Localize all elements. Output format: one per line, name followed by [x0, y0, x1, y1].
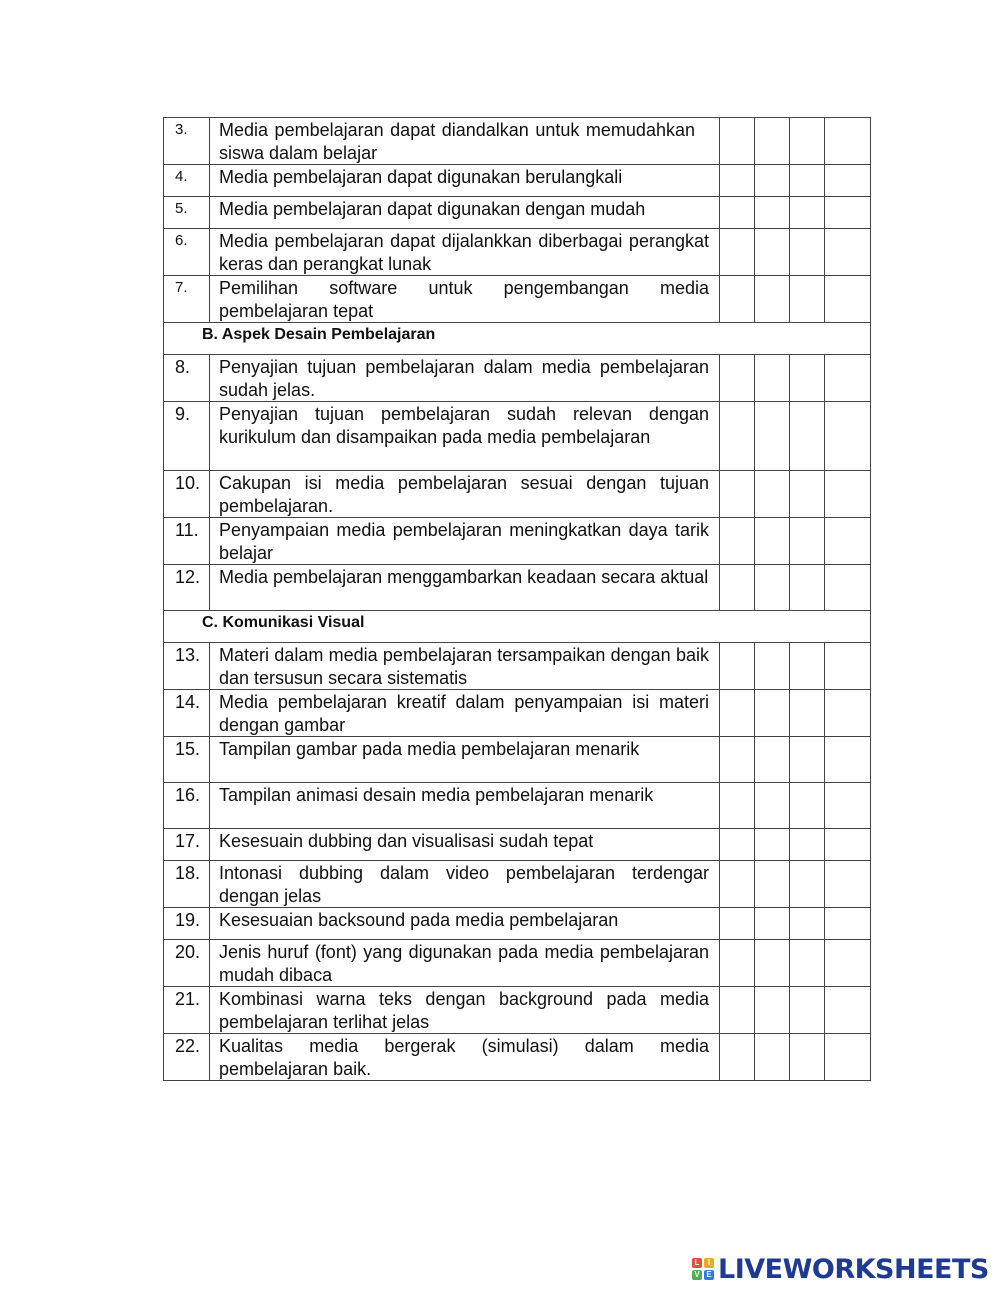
item-number: 12. [164, 565, 210, 611]
item-text: Media pembelajaran dapat digunakan dengan mudah [210, 197, 720, 229]
table-row [164, 229, 871, 276]
table-row [164, 783, 871, 829]
table-row [164, 118, 871, 165]
score-box-3[interactable] [790, 987, 825, 1034]
score-box-1[interactable] [720, 565, 755, 611]
score-box-4[interactable] [825, 355, 871, 402]
score-box-3[interactable] [790, 643, 825, 690]
item-text: Kualitas media bergerak (simulasi) dalam media pembelajaran baik. [210, 1034, 720, 1081]
item-text: Tampilan gambar pada media pembelajaran menarik [210, 737, 720, 783]
score-box-4[interactable] [825, 690, 871, 737]
score-box-1[interactable] [720, 861, 755, 908]
item-number: 5. [164, 197, 210, 229]
item-number: 9. [164, 402, 210, 471]
table-row [164, 861, 871, 908]
score-box-4[interactable] [825, 908, 871, 940]
item-number: 16. [164, 783, 210, 829]
section-header-row [164, 323, 871, 355]
score-box-3[interactable] [790, 165, 825, 197]
score-box-3[interactable] [790, 908, 825, 940]
score-box-2[interactable] [755, 829, 790, 861]
score-box-2[interactable] [755, 276, 790, 323]
score-box-1[interactable] [720, 355, 755, 402]
item-text: Cakupan isi media pembelajaran sesuai dengan tujuan pembelajaran. [210, 471, 720, 518]
table-row [164, 908, 871, 940]
score-box-2[interactable] [755, 861, 790, 908]
score-box-1[interactable] [720, 908, 755, 940]
score-box-1[interactable] [720, 1034, 755, 1081]
table-row [164, 737, 871, 783]
score-box-3[interactable] [790, 118, 825, 165]
item-number: 18. [164, 861, 210, 908]
item-number: 14. [164, 690, 210, 737]
item-number: 20. [164, 940, 210, 987]
score-box-3[interactable] [790, 276, 825, 323]
score-box-3[interactable] [790, 940, 825, 987]
score-box-1[interactable] [720, 118, 755, 165]
score-box-1[interactable] [720, 737, 755, 783]
score-box-2[interactable] [755, 471, 790, 518]
score-box-3[interactable] [790, 229, 825, 276]
score-box-1[interactable] [720, 987, 755, 1034]
liveworksheets-logo [692, 1254, 989, 1284]
table-row [164, 1034, 871, 1081]
assessment-table [163, 117, 871, 1081]
item-text: Tampilan animasi desain media pembelajaran menarik [210, 783, 720, 829]
table-row [164, 643, 871, 690]
score-box-2[interactable] [755, 940, 790, 987]
score-box-1[interactable] [720, 783, 755, 829]
item-text: Kombinasi warna teks dengan background pada media pembelajaran terlihat jelas [210, 987, 720, 1034]
score-box-4[interactable] [825, 471, 871, 518]
score-box-1[interactable] [720, 690, 755, 737]
score-box-3[interactable] [790, 783, 825, 829]
item-number: 19. [164, 908, 210, 940]
item-text: Penyampaian media pembelajaran meningkatkan daya tarik belajar [210, 518, 720, 565]
item-number: 7. [164, 276, 210, 323]
table-row [164, 355, 871, 402]
item-text: Pemilihan software untuk pengembangan media pembelajaran tepat [210, 276, 720, 323]
score-box-4[interactable] [825, 402, 871, 471]
score-box-2[interactable] [755, 987, 790, 1034]
score-box-3[interactable] [790, 471, 825, 518]
item-number: 8. [164, 355, 210, 402]
score-box-1[interactable] [720, 402, 755, 471]
logo-text: LIVEWORKSHEETS [718, 1253, 989, 1285]
item-number: 17. [164, 829, 210, 861]
score-box-3[interactable] [790, 829, 825, 861]
score-box-4[interactable] [825, 829, 871, 861]
score-box-1[interactable] [720, 471, 755, 518]
score-box-3[interactable] [790, 690, 825, 737]
score-box-3[interactable] [790, 565, 825, 611]
score-box-4[interactable] [825, 643, 871, 690]
score-box-2[interactable] [755, 690, 790, 737]
item-number: 6. [164, 229, 210, 276]
table-row [164, 518, 871, 565]
item-text: Media pembelajaran dapat digunakan berulangkali [210, 165, 720, 197]
score-box-3[interactable] [790, 737, 825, 783]
score-box-4[interactable] [825, 737, 871, 783]
item-number: 13. [164, 643, 210, 690]
item-text: Penyajian tujuan pembelajaran dalam media pembelajaran sudah jelas. [210, 355, 720, 402]
item-text: Media pembelajaran dapat diandalkan untuk memudahkan siswa dalam belajar [210, 118, 720, 165]
score-box-2[interactable] [755, 783, 790, 829]
score-box-4[interactable] [825, 197, 871, 229]
score-box-2[interactable] [755, 118, 790, 165]
score-box-1[interactable] [720, 518, 755, 565]
table-row [164, 276, 871, 323]
score-box-2[interactable] [755, 737, 790, 783]
table-row [164, 940, 871, 987]
score-box-2[interactable] [755, 908, 790, 940]
score-box-2[interactable] [755, 402, 790, 471]
score-box-3[interactable] [790, 355, 825, 402]
score-box-4[interactable] [825, 940, 871, 987]
score-box-3[interactable] [790, 197, 825, 229]
score-box-1[interactable] [720, 940, 755, 987]
score-box-2[interactable] [755, 518, 790, 565]
score-box-1[interactable] [720, 829, 755, 861]
logo-tile-i: I [704, 1258, 714, 1268]
section-header-row [164, 611, 871, 643]
table-row [164, 165, 871, 197]
score-box-4[interactable] [825, 565, 871, 611]
section-title-komunikasi: C. Komunikasi Visual [164, 611, 871, 643]
score-box-4[interactable] [825, 165, 871, 197]
score-box-4[interactable] [825, 987, 871, 1034]
score-box-4[interactable] [825, 518, 871, 565]
score-box-3[interactable] [790, 518, 825, 565]
item-text: Kesesuain dubbing dan visualisasi sudah tepat [210, 829, 720, 861]
table-row [164, 197, 871, 229]
score-box-4[interactable] [825, 276, 871, 323]
score-box-1[interactable] [720, 165, 755, 197]
score-box-1[interactable] [720, 229, 755, 276]
table-row [164, 987, 871, 1034]
table-row [164, 471, 871, 518]
item-text: Media pembelajaran kreatif dalam penyampaian isi materi dengan gambar [210, 690, 720, 737]
score-box-1[interactable] [720, 643, 755, 690]
table-row [164, 690, 871, 737]
score-box-2[interactable] [755, 1034, 790, 1081]
item-number: 11. [164, 518, 210, 565]
item-text: Media pembelajaran dapat dijalankkan diberbagai perangkat keras dan perangkat lunak [210, 229, 720, 276]
score-box-4[interactable] [825, 118, 871, 165]
item-text: Intonasi dubbing dalam video pembelajaran terdengar dengan jelas [210, 861, 720, 908]
table-row [164, 565, 871, 611]
item-number: 4. [164, 165, 210, 197]
table-row [164, 402, 871, 471]
table-row [164, 829, 871, 861]
score-box-4[interactable] [825, 1034, 871, 1081]
item-number: 15. [164, 737, 210, 783]
score-box-3[interactable] [790, 861, 825, 908]
score-box-2[interactable] [755, 165, 790, 197]
score-box-2[interactable] [755, 229, 790, 276]
score-box-2[interactable] [755, 197, 790, 229]
logo-tile-e: E [704, 1270, 714, 1280]
score-box-3[interactable] [790, 402, 825, 471]
liveworksheets-logo-icon [692, 1258, 714, 1280]
item-text: Media pembelajaran menggambarkan keadaan secara aktual [210, 565, 720, 611]
item-text: Materi dalam media pembelajaran tersampaikan dengan baik dan tersusun secara sistematis [210, 643, 720, 690]
score-box-2[interactable] [755, 565, 790, 611]
score-box-2[interactable] [755, 355, 790, 402]
score-box-4[interactable] [825, 783, 871, 829]
item-number: 10. [164, 471, 210, 518]
score-box-1[interactable] [720, 276, 755, 323]
item-number: 22. [164, 1034, 210, 1081]
item-text: Kesesuaian backsound pada media pembelajaran [210, 908, 720, 940]
item-text: Penyajian tujuan pembelajaran sudah relevan dengan kurikulum dan disampaikan pada media pembelajaran [210, 402, 720, 471]
score-box-1[interactable] [720, 197, 755, 229]
item-number: 3. [164, 118, 210, 165]
score-box-4[interactable] [825, 229, 871, 276]
logo-tile-v: V [692, 1270, 702, 1280]
score-box-2[interactable] [755, 643, 790, 690]
item-number: 21. [164, 987, 210, 1034]
score-box-4[interactable] [825, 861, 871, 908]
score-box-3[interactable] [790, 1034, 825, 1081]
logo-tile-l: L [692, 1258, 702, 1268]
section-title-desain: B. Aspek Desain Pembelajaran [164, 323, 871, 355]
item-text: Jenis huruf (font) yang digunakan pada media pembelajaran mudah dibaca [210, 940, 720, 987]
